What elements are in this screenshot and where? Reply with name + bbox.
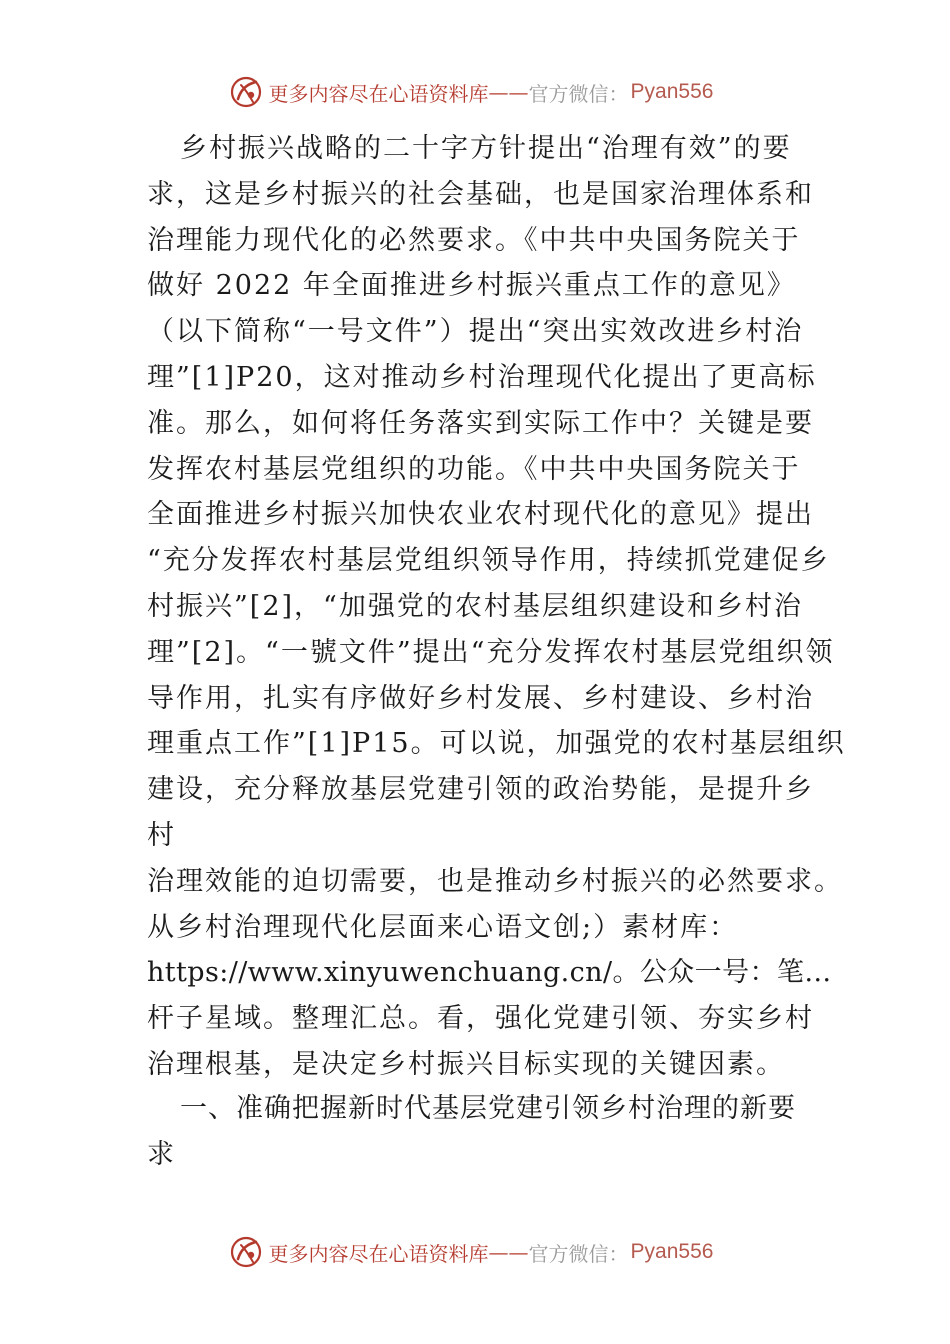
- banner-wechat-id: Pyan556: [630, 80, 714, 103]
- paragraph-line: 理”[1]P20，这对推动乡村治理现代化提出了更高标: [147, 361, 817, 393]
- header-banner: [0, 72, 950, 112]
- paragraph-line: 全面推进乡村振兴加快农业农村现代化的意见》提出: [147, 499, 814, 531]
- document-body: [147, 126, 846, 1170]
- paragraph-line: 导作用，扎实有序做好乡村发展、乡村建设、乡村治: [147, 682, 814, 714]
- paragraph-line: 做好 2022 年全面推进乡村振兴重点工作的意见》: [147, 270, 796, 302]
- paragraph-line: 求，这是乡村振兴的社会基础，也是国家治理体系和: [147, 178, 814, 210]
- banner-dash: ——: [488, 80, 529, 104]
- seal-logo-icon: [229, 1235, 263, 1269]
- paragraph-line: 村振兴”[2]，“加强党的农村基层组织建设和乡村治: [147, 590, 803, 622]
- paragraph-line: 从乡村治理现代化层面来心语文创;）素材库：: [147, 911, 739, 943]
- paragraph-line: 治理能力现代化的必然要求。《中共中央国务院关于: [147, 224, 801, 256]
- paragraph-line: 治理根基，是决定乡村振兴目标实现的关键因素。: [147, 1048, 785, 1080]
- banner-wechat-label: 官方微信：: [528, 81, 629, 106]
- section-heading: 一、准确把握新时代基层党建引领乡村治理的新要: [180, 1093, 796, 1124]
- banner-dash: ——: [488, 1240, 529, 1264]
- paragraph-line: 发挥农村基层党组织的功能。《中共中央国务院关于: [147, 453, 801, 485]
- banner-wechat-id: Pyan556: [630, 1240, 714, 1263]
- paragraph-line: 理”[2]。“一號文件”提出“充分发挥农村基层党组织领: [147, 636, 835, 668]
- paragraph-line: “充分发挥农村基层党组织领导作用，持续抓党建促乡: [147, 545, 830, 577]
- paragraph-line: 准。那么，如何将任务落实到实际工作中？关键是要: [147, 407, 814, 439]
- paragraph-line: （以下简称“一号文件”）提出“突出实效改进乡村治: [147, 316, 804, 348]
- paragraph-line: 建设，充分释放基层党建引领的政治势能，是提升乡: [147, 774, 814, 806]
- section-heading-continued: 求: [147, 1139, 175, 1170]
- banner-title: 更多内容尽在心语资料库: [268, 1241, 489, 1266]
- seal-logo-icon: [229, 75, 263, 109]
- banner-wechat-label: 官方微信：: [528, 1241, 629, 1266]
- paragraph-line: 杆子星域。整理汇总。看，强化党建引领、夯实乡村: [147, 1003, 814, 1035]
- paragraph-line: 理重点工作”[1]P15。可以说，加强党的农村基层组织: [147, 728, 846, 760]
- paragraph-line: 村: [147, 819, 176, 851]
- paragraph-line: 乡村振兴战略的二十字方针提出“治理有效”的要: [180, 133, 792, 164]
- footer-banner: [0, 1232, 950, 1272]
- banner-title: 更多内容尽在心语资料库: [268, 81, 489, 106]
- paragraph-line-url: https://www.xinyuwenchuang.cn/。公众一号：笔…: [147, 957, 832, 989]
- paragraph-line: 治理效能的迫切需要，也是推动乡村振兴的必然要求。: [147, 865, 843, 897]
